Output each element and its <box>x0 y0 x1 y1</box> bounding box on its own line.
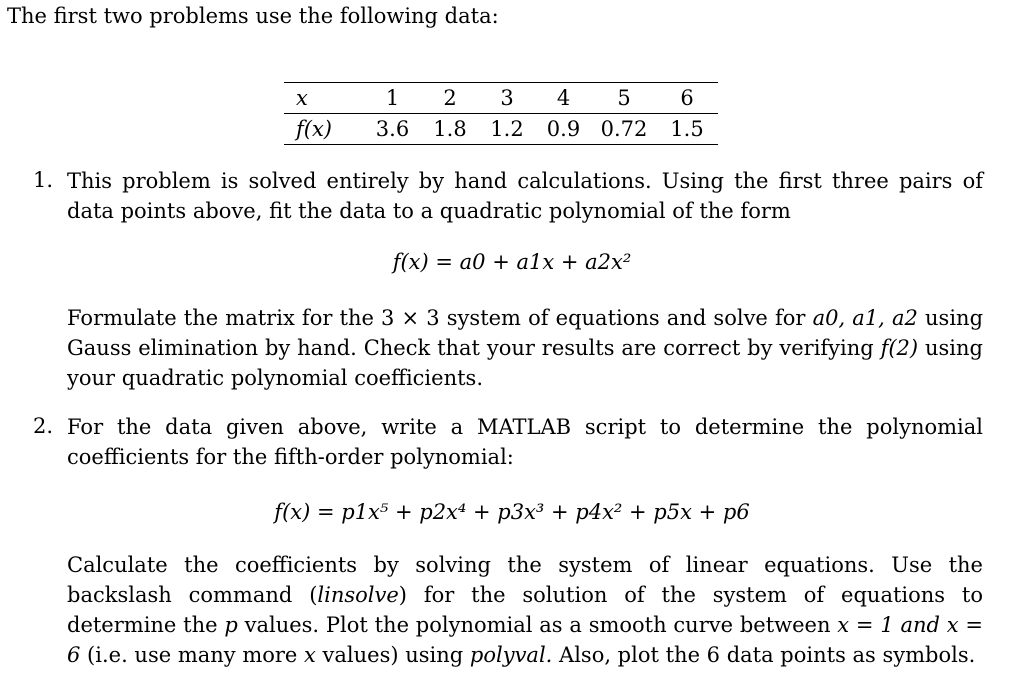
table-header-fx: f(x) <box>296 117 333 141</box>
table-cell: 1 <box>364 83 421 114</box>
table-row-x <box>284 83 718 114</box>
problem-2-text: For the data given above, write a MATLAB script to determine the polynomial coefficients for the fifth-order polynomial: <box>67 415 983 469</box>
problem-2-number: 2. <box>33 414 54 438</box>
table-cell: 3 <box>479 83 535 114</box>
problem-1-equation: f(x) = a0 + a1x + a2x² <box>392 250 632 274</box>
check-value: f(2) <box>880 336 919 360</box>
table-cell: 0.9 <box>546 117 581 141</box>
problem-1-number: 1. <box>33 168 54 192</box>
table-cell: 5 <box>592 83 656 114</box>
table-cell: 4 <box>535 83 592 114</box>
table-row-fx <box>284 114 718 145</box>
table-header-x: x <box>284 83 364 114</box>
problem-2-instructions: Calculate the coefficients by solving the system of linear equations. Use the backslash command (linsolve) for the solution of the system of equations to determine the p values. Plot the polynomial as a smooth curve between x = 1 and x = 6 (i.e. use many more x values) using polyval. Also, plot the 6 data points as symbols. <box>67 553 983 667</box>
table-cell: 0.72 <box>600 117 648 141</box>
table-cell: 6 <box>656 83 718 114</box>
table-cell: 1.5 <box>670 117 704 141</box>
table-cell: 2 <box>421 83 479 114</box>
problem-1-text: This problem is solved entirely by hand calculations. Using the first three pairs of data points above, fit the data to a quadratic polynomial of the form <box>67 169 983 223</box>
x-range: x = 1 and x = 6 <box>67 613 983 667</box>
polyval-term: polyval. <box>469 643 553 667</box>
problem-2-equation: f(x) = p1x⁵ + p2x⁴ + p3x³ + p4x² + p5x + p6 <box>274 500 750 524</box>
table-cell: 1.8 <box>433 117 467 141</box>
coefficients: a0, a1, a2 <box>812 306 918 330</box>
linsolve-term: linsolve <box>317 583 399 607</box>
table-cell: 1.2 <box>490 117 524 141</box>
problem-1-instructions: Formulate the matrix for the 3 × 3 system of equations and solve for a0, a1, a2 using Gauss elimination by hand. Check that your results are correct by verifying f(2) using your quadratic polynomial coefficients. <box>67 306 984 390</box>
intro-text: The first two problems use the following data: <box>7 4 499 28</box>
table-cell: 3.6 <box>375 117 410 141</box>
data-table <box>284 82 718 145</box>
